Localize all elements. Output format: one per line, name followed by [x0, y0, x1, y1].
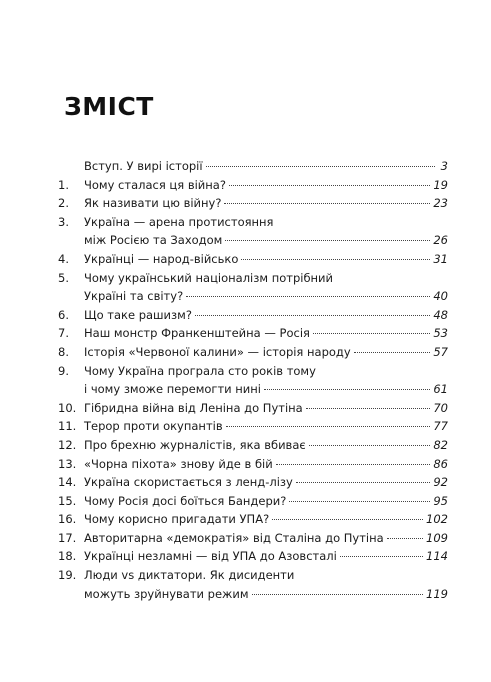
toc-entry-number: 9.: [58, 363, 69, 378]
dot-leader: [186, 296, 430, 297]
toc-entry-title: Історія «Червоної калини» — історія народу: [84, 344, 351, 359]
dot-leader: [229, 185, 430, 186]
dot-leader: [354, 352, 431, 353]
toc-entry-title: Українці — народ-військо: [84, 251, 239, 266]
toc-entry: [58, 343, 448, 362]
toc-entry-number: 11.: [58, 419, 77, 434]
toc-entry: [58, 306, 448, 325]
toc-entry-title: Як називати цю війну?: [84, 196, 222, 211]
toc-entry-number: 12.: [58, 437, 77, 452]
toc-page-number: 48: [433, 307, 448, 322]
toc-entry-number: 6.: [58, 307, 69, 322]
toc-entry-title: Терор проти окупантів: [84, 419, 223, 434]
dot-leader: [306, 408, 431, 409]
table-of-contents: [58, 157, 448, 603]
dot-leader: [225, 240, 430, 241]
toc-entry-title: Гібридна війна від Леніна до Путіна: [84, 400, 303, 415]
toc-entry-title: можуть зруйнувати режим: [84, 586, 249, 601]
toc-entry-number: 2.: [58, 196, 69, 211]
toc-entry-number: 5.: [58, 270, 69, 285]
toc-entry-title-line: Україна — арена протистояння: [84, 214, 274, 229]
dot-leader: [224, 203, 430, 204]
dot-leader: [195, 315, 430, 316]
toc-page-number: 77: [433, 419, 448, 434]
toc-entry: [58, 417, 448, 436]
toc-entry-number: 10.: [58, 400, 77, 415]
toc-page-number: 31: [433, 251, 448, 266]
toc-entry-title: Україна скористається з ленд-лізу: [84, 475, 293, 490]
toc-page-number: 102: [426, 512, 448, 527]
toc-page-number: 53: [433, 326, 448, 341]
dot-leader: [206, 166, 435, 167]
dot-leader: [296, 482, 431, 483]
toc-page-number: 82: [433, 437, 448, 452]
dot-leader: [340, 556, 423, 557]
toc-entry-title: Чому корисно пригадати УПА?: [84, 512, 270, 527]
page-title: ЗМІСТ: [64, 92, 154, 121]
toc-entry-title-line: Люди vs диктатори. Як дисиденти: [84, 568, 295, 583]
toc-entry: [58, 324, 448, 343]
toc-entry-number: 19.: [58, 568, 77, 583]
dot-leader: [309, 445, 431, 446]
toc-page-number: 3: [440, 159, 448, 173]
toc-entry-title: Наш монстр Франкенштейна — Росія: [84, 326, 310, 341]
dot-leader: [264, 389, 430, 390]
toc-entry-number: 15.: [58, 493, 77, 508]
toc-entry: [58, 436, 448, 455]
toc-entry-number: 14.: [58, 475, 77, 490]
toc-entry: [58, 455, 448, 474]
toc-page-number: 26: [433, 233, 448, 248]
toc-entry: [58, 157, 448, 176]
toc-entry-number: 16.: [58, 512, 77, 527]
toc-page-number: 23: [433, 196, 448, 211]
toc-page-number: 114: [426, 549, 448, 564]
dot-leader: [272, 519, 423, 520]
toc-entry-number: 4.: [58, 251, 69, 266]
toc-entry: [58, 213, 448, 250]
toc-page-number: 70: [433, 400, 448, 415]
dot-leader: [289, 501, 430, 502]
toc-entry: [58, 510, 448, 529]
toc-entry: [58, 362, 448, 399]
toc-page-number: 19: [433, 177, 448, 192]
dot-leader: [387, 538, 423, 539]
toc-page-number: 61: [433, 382, 448, 397]
toc-entry-title: «Чорна піхота» знову йде в бій: [84, 456, 273, 471]
toc-entry: [58, 492, 448, 511]
toc-entry-number: 8.: [58, 344, 69, 359]
toc-entry-title: Що таке рашизм?: [84, 307, 192, 322]
toc-entry-title: Про брехню журналістів, яка вбиває: [84, 437, 306, 452]
toc-entry-number: 13.: [58, 456, 77, 471]
toc-entry: [58, 473, 448, 492]
toc-entry-title: Українці незламні — від УПА до Азовсталі: [84, 549, 337, 564]
toc-page-number: 92: [433, 475, 448, 490]
toc-entry-title: Чому сталася ця війна?: [84, 177, 226, 192]
toc-entry: [58, 399, 448, 418]
toc-entry-title: Україні та світу?: [84, 289, 184, 304]
toc-page-number: 86: [433, 456, 448, 471]
toc-page-number: 119: [426, 586, 448, 601]
toc-entry-title: між Росією та Заходом: [84, 233, 223, 248]
toc-entry: [58, 529, 448, 548]
toc-entry-title: Авторитарна «демократія» від Сталіна до Путіна: [84, 530, 384, 545]
toc-entry-title: Вступ. У вирі історії: [84, 159, 203, 173]
toc-entry-title: і чому зможе перемогти нині: [84, 382, 261, 397]
toc-entry-number: 7.: [58, 326, 69, 341]
toc-entry: [58, 176, 448, 195]
toc-entry-number: 18.: [58, 549, 77, 564]
dot-leader: [252, 594, 423, 595]
toc-page-number: 57: [433, 344, 448, 359]
toc-entry-number: 17.: [58, 530, 77, 545]
toc-entry-number: 3.: [58, 214, 69, 229]
dot-leader: [276, 464, 431, 465]
toc-page-number: 109: [426, 530, 448, 545]
toc-entry-title-line: Чому український націоналізм потрібний: [84, 270, 334, 285]
dot-leader: [226, 426, 431, 427]
toc-page-number: 40: [433, 289, 448, 304]
toc-entry: [58, 250, 448, 269]
dot-leader: [241, 259, 430, 260]
toc-entry-number: 1.: [58, 177, 69, 192]
toc-entry-title-line: Чому Україна програла сто років тому: [84, 363, 316, 378]
toc-entry: [58, 194, 448, 213]
toc-entry: [58, 547, 448, 566]
toc-page-number: 95: [433, 493, 448, 508]
toc-entry: [58, 566, 448, 603]
toc-entry-title: Чому Росія досі боїться Бандери?: [84, 493, 287, 508]
dot-leader: [313, 333, 430, 334]
toc-entry: [58, 269, 448, 306]
